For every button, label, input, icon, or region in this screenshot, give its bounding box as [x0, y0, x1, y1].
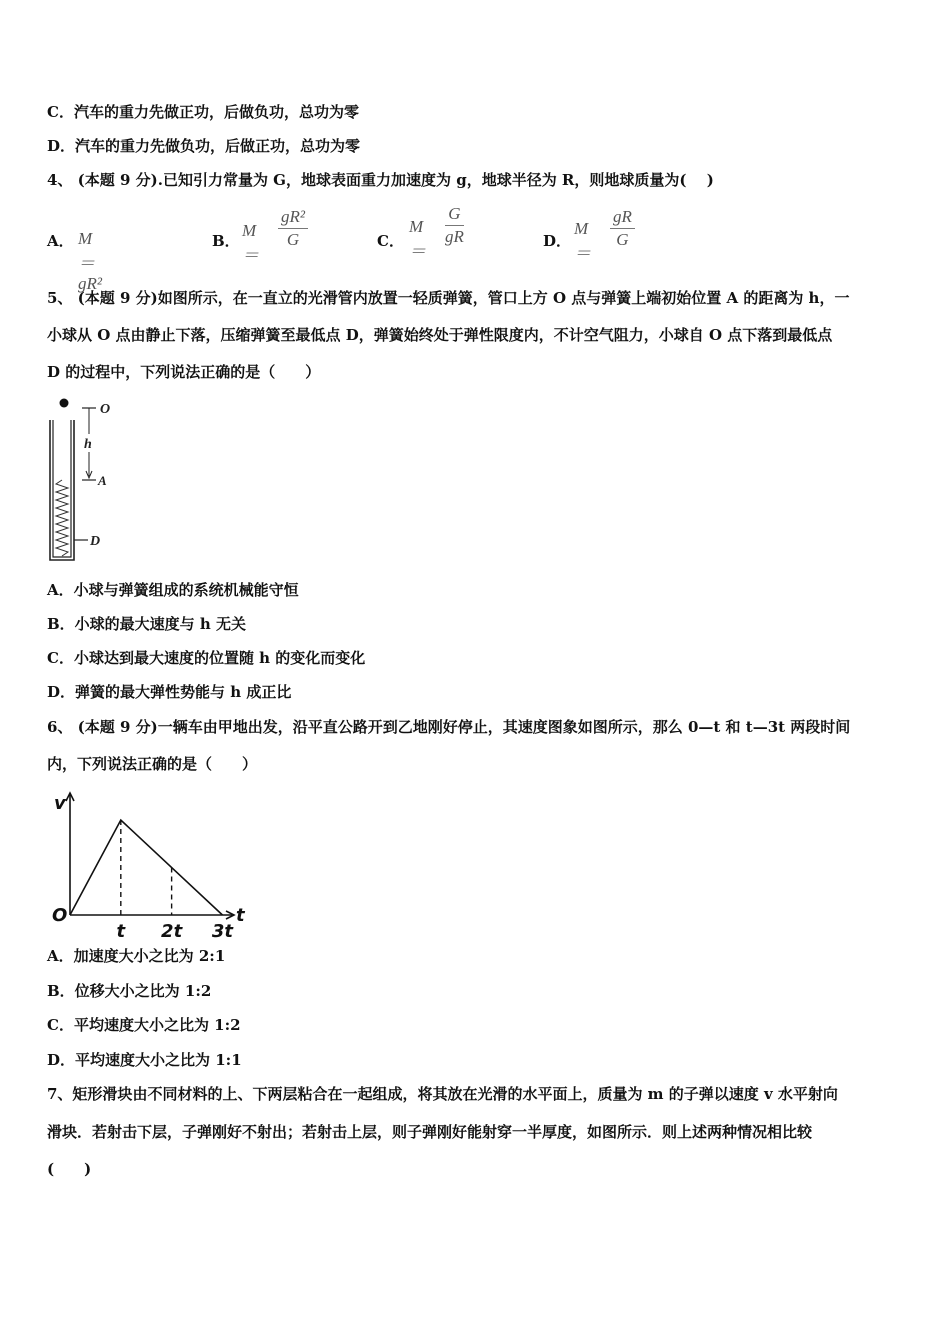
x-tick-label-3: 3t [211, 921, 234, 940]
tube-inner [53, 420, 71, 557]
chart-marks [70, 820, 222, 915]
x-tick-label-2: 2t [161, 921, 183, 940]
fraction-b: $\frac{\text{gR²}}{G}$ [278, 206, 308, 251]
label-h: h [84, 437, 92, 452]
origin-label: O [52, 905, 68, 926]
q6-option-a: A．加速度大小之比为 2:1 [47, 947, 226, 965]
label-d: D [90, 534, 101, 549]
q5-stem-line1: 5、 (本题 9 分)如图所示，在一直立的光滑管内放置一轻质弹簧，管口上方 O 点与弹簧上端初始位置 A 的距离为 h，一 [47, 289, 850, 307]
q3-option-c: C．汽车的重力先做正功，后做负功，总功为零 [47, 103, 359, 121]
x-tick-label-1: t [116, 921, 126, 940]
q5-option-a: A．小球与弹簧组成的系统机械能守恒 [47, 581, 299, 599]
q4-options: A． M ＝gR² B． M ＝ $\frac{\text{gR²}}{G}$ C． M ＝ $\frac{G}{gR}$ D． M ＝ $\frac{gR}{G}$ [47, 203, 907, 261]
q4-stem: 4、 (本题 9 分).已知引力常量为 G，地球表面重力加速度为 g，地球半径为 R，则地球质量为( ) [47, 171, 714, 189]
label-o: O [100, 402, 111, 417]
fraction-d: $\frac{gR}{G}$ [610, 206, 635, 251]
q5-option-b: B．小球的最大速度与 h 无关 [47, 615, 247, 633]
q3-option-d: D．汽车的重力先做负功，后做正功，总功为零 [47, 137, 361, 155]
q6-option-c: C．平均速度大小之比为 1:2 [47, 1016, 241, 1034]
q7-stem-line1: 7、矩形滑块由不同材料的上、下两层粘合在一起组成，将其放在光滑的水平面上，质量为 m 的子弹以速度 v 水平射向 [47, 1085, 838, 1103]
q5-stem-line3: D 的过程中，下列说法正确的是（ ） [47, 363, 321, 381]
spring-tube-figure [44, 394, 124, 564]
q6-stem-line1: 6、 (本题 9 分)一辆车由甲地出发，沿平直公路开到乙地刚好停止，其速度图象如图所示，那么 0—t 和 t—3t 两段时间 [47, 718, 851, 736]
y-axis-label: v [54, 793, 66, 814]
chart-axes [66, 793, 234, 919]
q5-option-c: C．小球达到最大速度的位置随 h 的变化而变化 [47, 649, 366, 667]
q6-option-b: B．位移大小之比为 1:2 [47, 982, 212, 1000]
q6-stem-line2: 内，下列说法正确的是（ ） [47, 755, 258, 773]
fraction-c: $\frac{G}{gR}$ [445, 204, 464, 246]
label-a: A [98, 473, 107, 488]
x-axis-label: t [236, 905, 245, 926]
q7-stem-line2: 滑块．若射击下层，子弹刚好不射出；若射击上层，则子弹刚好能射穿一半厚度，如图所示．则上述两种情况相比较 [47, 1123, 813, 1141]
q5-stem-line2: 小球从 O 点由静止下落，压缩弹簧至最低点 D，弹簧始终处于弹性限度内，不计空气阻力，小球自 O 点下落到最低点 [47, 326, 833, 344]
q7-stem-line3: ( ) [47, 1160, 92, 1178]
chart-labels [52, 793, 246, 940]
spring [56, 480, 68, 556]
q5-option-d: D．弹簧的最大弹性势能与 h 成正比 [47, 683, 292, 701]
velocity-time-chart [44, 785, 254, 940]
velocity-series-line [70, 820, 222, 915]
ball [60, 399, 69, 408]
q6-option-d: D．平均速度大小之比为 1:1 [47, 1051, 242, 1069]
formula-a: M ＝gR² [78, 229, 102, 293]
